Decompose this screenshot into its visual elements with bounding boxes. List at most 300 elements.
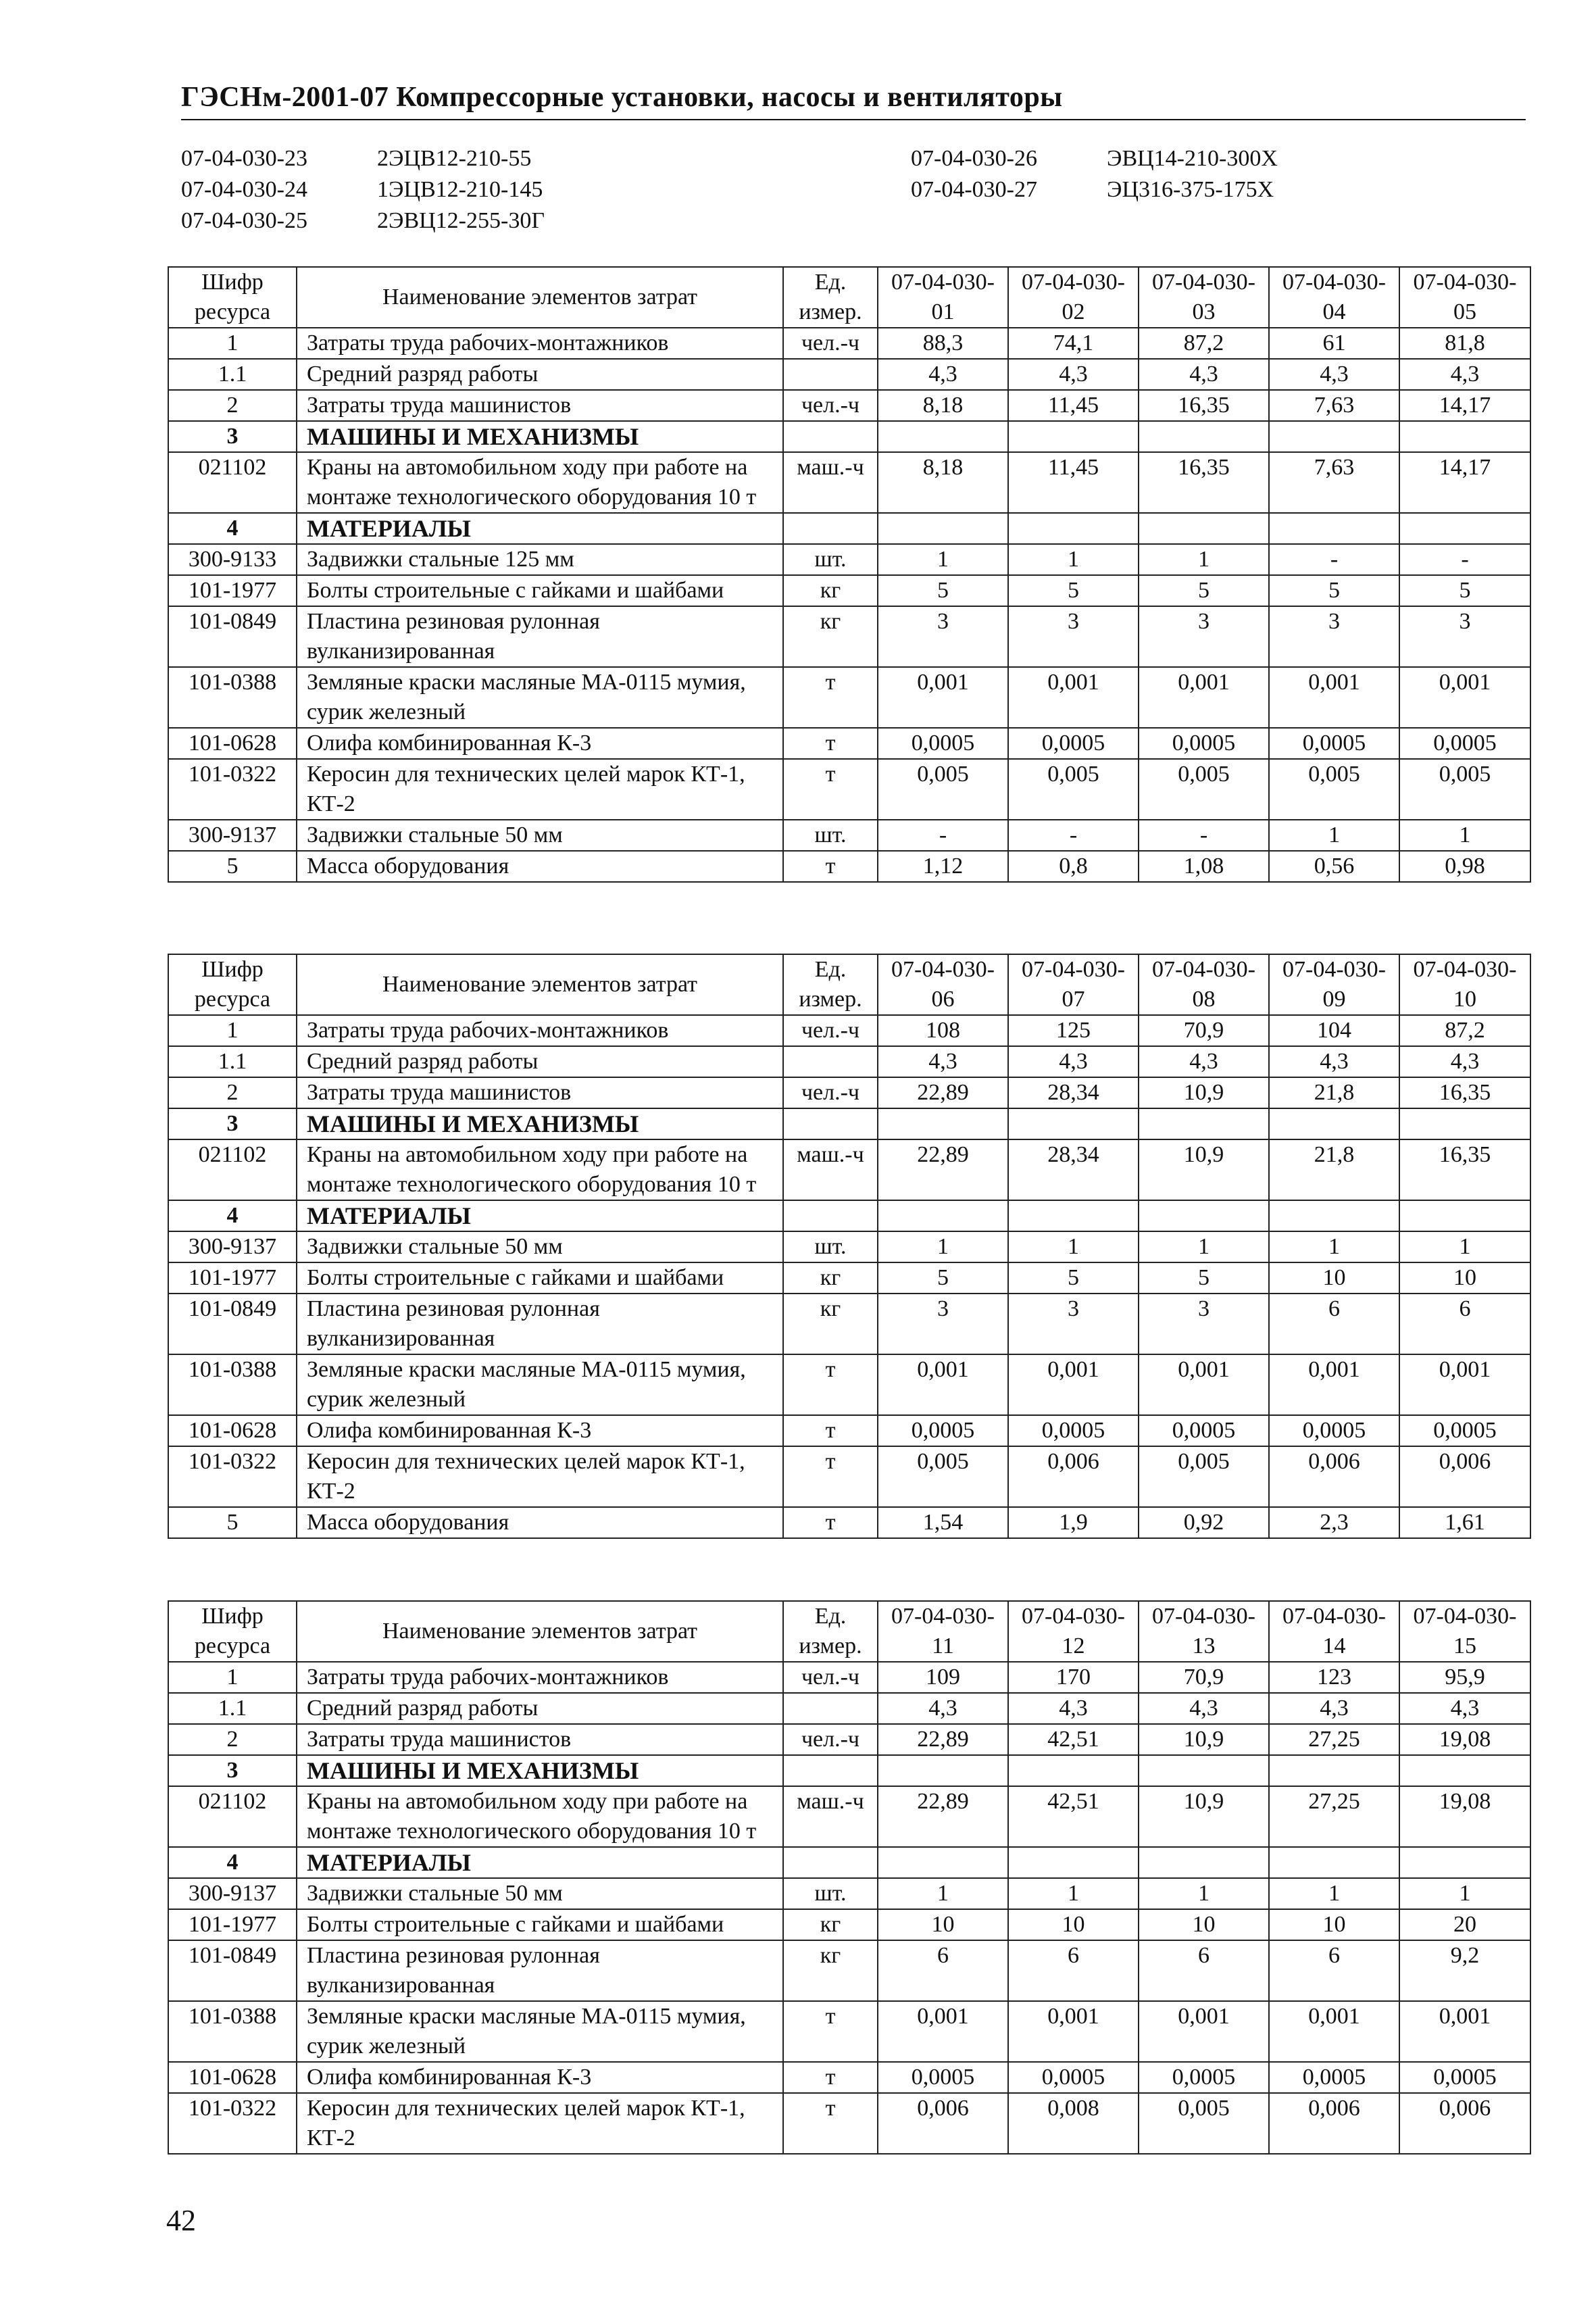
- norm-value: 14,17: [1399, 390, 1530, 421]
- unit: [783, 1755, 878, 1786]
- norm-value: 0,001: [1269, 1354, 1399, 1415]
- resource-code: 1.1: [168, 1693, 297, 1724]
- table-row: [168, 1294, 1530, 1354]
- norm-value: 0,001: [1399, 2001, 1530, 2062]
- resource-code: 101-0322: [168, 759, 297, 820]
- cost-element-name: Масса оборудования: [297, 851, 783, 882]
- norm-value: 4,3: [1008, 359, 1139, 390]
- header-norm-code: 07-04-030-04: [1269, 267, 1399, 328]
- norm-value: 1,54: [878, 1507, 1008, 1538]
- norm-value: [1269, 421, 1399, 452]
- table-row: [168, 1878, 1530, 1909]
- norm-value: 3: [1139, 1294, 1269, 1354]
- resource-code: 3: [168, 421, 297, 452]
- unit: [783, 1847, 878, 1878]
- cost-element-name: Затраты труда рабочих-монтажников: [297, 328, 783, 359]
- unit: [783, 1200, 878, 1231]
- unit: чел.-ч: [783, 328, 878, 359]
- norm-value: [1399, 1755, 1530, 1786]
- norm-value: 10,9: [1139, 1077, 1269, 1108]
- resource-code: 101-0849: [168, 606, 297, 667]
- norm-value: 125: [1008, 1015, 1139, 1046]
- variant-code: [911, 205, 1107, 237]
- norm-value: 6: [1269, 1940, 1399, 2001]
- resource-code: 021102: [168, 1139, 297, 1200]
- norm-value: [1399, 1108, 1530, 1139]
- norm-value: -: [878, 820, 1008, 851]
- table-row: [168, 1139, 1530, 1200]
- norm-value: [1139, 1847, 1269, 1878]
- resource-code: 4: [168, 1200, 297, 1231]
- section-row: [168, 513, 1530, 544]
- norm-value: [1399, 421, 1530, 452]
- unit: т: [783, 667, 878, 728]
- norm-value: 95,9: [1399, 1662, 1530, 1693]
- header-norm-code: 07-04-030-14: [1269, 1601, 1399, 1662]
- cost-element-name: Земляные краски масляные МА-0115 мумия, сурик железный: [297, 1354, 783, 1415]
- table-row: [168, 759, 1530, 820]
- unit: [783, 421, 878, 452]
- table-row: [168, 390, 1530, 421]
- resource-code: 5: [168, 851, 297, 882]
- table-row: [168, 667, 1530, 728]
- header-norm-code: 07-04-030-10: [1399, 954, 1530, 1015]
- norm-value: [878, 1847, 1008, 1878]
- norm-value: 1: [1399, 820, 1530, 851]
- resource-code: 1.1: [168, 1046, 297, 1077]
- table-header-row: [168, 267, 1530, 328]
- norm-value: 5: [1008, 575, 1139, 606]
- norm-value: 0,001: [1269, 667, 1399, 728]
- norm-value: 10,9: [1139, 1786, 1269, 1847]
- norm-value: [1139, 1108, 1269, 1139]
- header-norm-code: 07-04-030-07: [1008, 954, 1139, 1015]
- norm-value: 22,89: [878, 1139, 1008, 1200]
- norm-value: 10: [878, 1909, 1008, 1940]
- norm-value: 14,17: [1399, 452, 1530, 513]
- cost-element-name: Краны на автомобильном ходу при работе на монтаже технологического оборудования 10 т: [297, 452, 783, 513]
- unit: т: [783, 1446, 878, 1507]
- table-header-row: [168, 954, 1530, 1015]
- norm-value: [1269, 1108, 1399, 1139]
- cost-element-name: Затраты труда рабочих-монтажников: [297, 1662, 783, 1693]
- resource-code: 1.1: [168, 359, 297, 390]
- norm-value: 87,2: [1139, 328, 1269, 359]
- header-cost-element-name: Наименование элементов затрат: [297, 1601, 783, 1662]
- table-row: [168, 575, 1530, 606]
- norm-value: 0,001: [1008, 1354, 1139, 1415]
- norm-value: -: [1399, 544, 1530, 575]
- norm-value: 3: [878, 606, 1008, 667]
- norm-value: [1008, 1755, 1139, 1786]
- norm-value: 0,001: [1399, 667, 1530, 728]
- resource-code: 5: [168, 1507, 297, 1538]
- resource-code: 021102: [168, 1786, 297, 1847]
- norm-value: 8,18: [878, 390, 1008, 421]
- cost-element-name: Олифа комбинированная К-3: [297, 728, 783, 759]
- header-resource-code: Шифр ресурса: [168, 267, 297, 328]
- unit: [783, 1046, 878, 1077]
- table-row: [168, 452, 1530, 513]
- norm-value: 10: [1269, 1909, 1399, 1940]
- variant-code: 07-04-030-23: [181, 146, 307, 171]
- resource-code: 101-1977: [168, 575, 297, 606]
- header-cost-element-name: Наименование элементов затрат: [297, 267, 783, 328]
- unit: т: [783, 1507, 878, 1538]
- variant-model: 2ЭЦВ12-210-55: [377, 146, 532, 171]
- unit: т: [783, 759, 878, 820]
- norm-value: 6: [878, 1940, 1008, 2001]
- table-row: [168, 1940, 1530, 2001]
- norm-value: -: [1139, 820, 1269, 851]
- norm-value: 6: [1269, 1294, 1399, 1354]
- section-row: [168, 421, 1530, 452]
- norm-value: 0,001: [1139, 2001, 1269, 2062]
- norm-value: 1: [1399, 1231, 1530, 1262]
- norm-value: 28,34: [1008, 1077, 1139, 1108]
- resource-code: 4: [168, 513, 297, 544]
- norm-value: 10,9: [1139, 1724, 1269, 1755]
- norm-value: 4,3: [1008, 1046, 1139, 1077]
- cost-element-name: МАТЕРИАЛЫ: [297, 513, 783, 544]
- header-resource-code: Шифр ресурса: [168, 954, 297, 1015]
- cost-element-name: МАШИНЫ И МЕХАНИЗМЫ: [297, 1755, 783, 1786]
- unit: кг: [783, 1262, 878, 1294]
- resource-code: 101-0628: [168, 728, 297, 759]
- cost-element-name: Земляные краски масляные МА-0115 мумия, сурик железный: [297, 667, 783, 728]
- resource-code: 3: [168, 1755, 297, 1786]
- norm-value: 21,8: [1269, 1077, 1399, 1108]
- norm-value: 4,3: [1399, 1693, 1530, 1724]
- norm-value: [1139, 421, 1269, 452]
- norm-value: [1139, 513, 1269, 544]
- cost-element-name: Олифа комбинированная К-3: [297, 1415, 783, 1446]
- norm-value: 4,3: [1139, 359, 1269, 390]
- cost-element-name: Керосин для технических целей марок КТ-1, КТ-2: [297, 2093, 783, 2154]
- variant-code: 07-04-030-25: [181, 208, 307, 233]
- resource-code: 021102: [168, 452, 297, 513]
- norm-value: 3: [1269, 606, 1399, 667]
- norm-value: [878, 1200, 1008, 1231]
- norm-value: 42,51: [1008, 1724, 1139, 1755]
- variant-model: 2ЭВЦ12-255-30Г: [377, 208, 545, 233]
- norm-value: 16,35: [1139, 390, 1269, 421]
- norm-value: 10: [1139, 1909, 1269, 1940]
- cost-element-name: Масса оборудования: [297, 1507, 783, 1538]
- norm-value: 3: [1399, 606, 1530, 667]
- norm-value: 4,3: [1269, 359, 1399, 390]
- table-row: [168, 1262, 1530, 1294]
- norm-value: 104: [1269, 1015, 1399, 1046]
- unit: [783, 1108, 878, 1139]
- norm-value: [878, 1755, 1008, 1786]
- unit: маш.-ч: [783, 1139, 878, 1200]
- norm-value: 0,006: [878, 2093, 1008, 2154]
- table-row: [168, 1693, 1530, 1724]
- table-row: [168, 1662, 1530, 1693]
- norm-value: -: [1008, 820, 1139, 851]
- variant-model: ЭЦ316-375-175Х: [1107, 177, 1274, 202]
- norm-value: 1: [1139, 1878, 1269, 1909]
- norm-value: 74,1: [1008, 328, 1139, 359]
- norm-value: 4,3: [1399, 359, 1530, 390]
- cost-element-name: Пластина резиновая рулонная вулканизированная: [297, 1294, 783, 1354]
- page-title: ГЭСНм-2001-07 Компрессорные установки, насосы и вентиляторы: [181, 81, 1526, 120]
- norm-value: 0,0005: [1399, 1415, 1530, 1446]
- norm-value: [1399, 1847, 1530, 1878]
- header-resource-code: Шифр ресурса: [168, 1601, 297, 1662]
- unit: маш.-ч: [783, 1786, 878, 1847]
- norm-value: 0,001: [1399, 1354, 1530, 1415]
- norm-value: 5: [878, 1262, 1008, 1294]
- norm-value: [1008, 1200, 1139, 1231]
- cost-element-name: Задвижки стальные 50 мм: [297, 820, 783, 851]
- norm-value: 0,001: [878, 2001, 1008, 2062]
- unit: шт.: [783, 1878, 878, 1909]
- variant-code-list: [181, 143, 1397, 237]
- unit: чел.-ч: [783, 1077, 878, 1108]
- norm-value: 0,001: [1269, 2001, 1399, 2062]
- norm-value: 1,08: [1139, 851, 1269, 882]
- section-row: [168, 1200, 1530, 1231]
- resource-code: 101-0388: [168, 2001, 297, 2062]
- norm-value: 0,0005: [1399, 2062, 1530, 2093]
- unit: т: [783, 2062, 878, 2093]
- header-norm-code: 07-04-030-09: [1269, 954, 1399, 1015]
- norm-value: 1: [1008, 1231, 1139, 1262]
- norm-value: 0,006: [1008, 1446, 1139, 1507]
- norm-value: 0,001: [878, 1354, 1008, 1415]
- unit: т: [783, 728, 878, 759]
- norm-value: 4,3: [1399, 1046, 1530, 1077]
- norm-value: 0,001: [1139, 667, 1269, 728]
- norm-value: 5: [1399, 575, 1530, 606]
- cost-element-name: Краны на автомобильном ходу при работе на монтаже технологического оборудования 10 т: [297, 1139, 783, 1200]
- norm-value: 5: [1008, 1262, 1139, 1294]
- norm-value: 0,006: [1399, 1446, 1530, 1507]
- norm-value: [878, 1108, 1008, 1139]
- unit: кг: [783, 1294, 878, 1354]
- unit: т: [783, 1415, 878, 1446]
- norm-value: 4,3: [1008, 1693, 1139, 1724]
- table-row: [168, 728, 1530, 759]
- norm-value: 0,001: [1008, 2001, 1139, 2062]
- norm-value: 27,25: [1269, 1786, 1399, 1847]
- norm-value: 6: [1139, 1940, 1269, 2001]
- norm-value: 0,0005: [1008, 2062, 1139, 2093]
- norm-value: 0,005: [1139, 2093, 1269, 2154]
- table-row: [168, 2001, 1530, 2062]
- norm-value: [1269, 1755, 1399, 1786]
- norm-value: 4,3: [1139, 1046, 1269, 1077]
- cost-element-name: МАТЕРИАЛЫ: [297, 1847, 783, 1878]
- cost-element-name: Пластина резиновая рулонная вулканизированная: [297, 1940, 783, 2001]
- resource-code: 101-0388: [168, 667, 297, 728]
- norm-value: 1: [1269, 1878, 1399, 1909]
- resource-code: 101-0849: [168, 1940, 297, 2001]
- norm-value: 0,005: [1139, 759, 1269, 820]
- variant-model: 1ЭЦВ12-210-145: [377, 177, 543, 202]
- unit: [783, 513, 878, 544]
- norm-value: 5: [878, 575, 1008, 606]
- norm-value: [1269, 1847, 1399, 1878]
- norm-value: 0,0005: [1139, 1415, 1269, 1446]
- norm-value: 0,0005: [1269, 728, 1399, 759]
- header-norm-code: 07-04-030-08: [1139, 954, 1269, 1015]
- norm-value: 1: [1008, 1878, 1139, 1909]
- resource-code: 1: [168, 1015, 297, 1046]
- header-norm-code: 07-04-030-13: [1139, 1601, 1269, 1662]
- norm-value: 11,45: [1008, 390, 1139, 421]
- norm-value: 20: [1399, 1909, 1530, 1940]
- resource-code: 101-1977: [168, 1262, 297, 1294]
- cost-element-name: Средний разряд работы: [297, 359, 783, 390]
- unit: [783, 1693, 878, 1724]
- norm-value: 0,0005: [878, 2062, 1008, 2093]
- norm-value: 88,3: [878, 328, 1008, 359]
- norm-value: 2,3: [1269, 1507, 1399, 1538]
- header-norm-code: 07-04-030-12: [1008, 1601, 1139, 1662]
- norm-value: 0,0005: [878, 728, 1008, 759]
- norm-value: 19,08: [1399, 1724, 1530, 1755]
- norm-value: 0,005: [878, 759, 1008, 820]
- header-cost-element-name: Наименование элементов затрат: [297, 954, 783, 1015]
- norm-value: 4,3: [1139, 1693, 1269, 1724]
- norm-value: [1139, 1755, 1269, 1786]
- norm-value: 1: [1139, 1231, 1269, 1262]
- header-norm-code: 07-04-030-06: [878, 954, 1008, 1015]
- norm-value: [1269, 1200, 1399, 1231]
- norms-table-1: [168, 266, 1531, 883]
- norm-value: 0,001: [1139, 1354, 1269, 1415]
- cost-element-name: Болты строительные с гайками и шайбами: [297, 575, 783, 606]
- resource-code: 4: [168, 1847, 297, 1878]
- unit: т: [783, 1354, 878, 1415]
- norm-value: [1139, 1200, 1269, 1231]
- table-row: [168, 1909, 1530, 1940]
- norm-value: -: [1269, 544, 1399, 575]
- norm-value: 0,005: [1139, 1446, 1269, 1507]
- unit: шт.: [783, 544, 878, 575]
- variant-code-row: [181, 174, 1397, 205]
- norm-value: 6: [1008, 1940, 1139, 2001]
- variant-model: [1107, 205, 1377, 237]
- norm-value: 3: [1008, 1294, 1139, 1354]
- norm-value: 16,35: [1139, 452, 1269, 513]
- resource-code: 1: [168, 328, 297, 359]
- cost-element-name: Средний разряд работы: [297, 1693, 783, 1724]
- norm-value: [1008, 1847, 1139, 1878]
- table-row: [168, 1354, 1530, 1415]
- resource-code: 101-0322: [168, 1446, 297, 1507]
- table-row: [168, 1446, 1530, 1507]
- norm-value: 1,12: [878, 851, 1008, 882]
- cost-element-name: Задвижки стальные 50 мм: [297, 1878, 783, 1909]
- cost-element-name: Задвижки стальные 50 мм: [297, 1231, 783, 1262]
- norm-value: 1: [1399, 1878, 1530, 1909]
- resource-code: 101-1977: [168, 1909, 297, 1940]
- norm-value: 0,8: [1008, 851, 1139, 882]
- cost-element-name: Задвижки стальные 125 мм: [297, 544, 783, 575]
- norm-value: 27,25: [1269, 1724, 1399, 1755]
- cost-element-name: Средний разряд работы: [297, 1046, 783, 1077]
- unit: т: [783, 851, 878, 882]
- resource-code: 2: [168, 390, 297, 421]
- header-unit: Ед. измер.: [783, 954, 878, 1015]
- norm-value: 3: [878, 1294, 1008, 1354]
- norm-value: 5: [1139, 1262, 1269, 1294]
- norm-value: 61: [1269, 328, 1399, 359]
- norm-value: [878, 513, 1008, 544]
- norm-value: [1269, 513, 1399, 544]
- norm-value: 0,92: [1139, 1507, 1269, 1538]
- norm-value: 1: [1269, 1231, 1399, 1262]
- variant-code: 07-04-030-26: [911, 146, 1037, 171]
- norm-value: 22,89: [878, 1724, 1008, 1755]
- cost-element-name: МАШИНЫ И МЕХАНИЗМЫ: [297, 421, 783, 452]
- norm-value: 0,0005: [1269, 1415, 1399, 1446]
- cost-element-name: Затраты труда рабочих-монтажников: [297, 1015, 783, 1046]
- resource-code: 101-0628: [168, 2062, 297, 2093]
- norm-value: 0,005: [1269, 759, 1399, 820]
- norm-value: 87,2: [1399, 1015, 1530, 1046]
- page-number: 42: [166, 2204, 196, 2237]
- table-row: [168, 851, 1530, 882]
- norm-value: 28,34: [1008, 1139, 1139, 1200]
- resource-code: 2: [168, 1724, 297, 1755]
- norm-value: 42,51: [1008, 1786, 1139, 1847]
- unit: [783, 359, 878, 390]
- norm-value: 10,9: [1139, 1139, 1269, 1200]
- resource-code: 101-0628: [168, 1415, 297, 1446]
- norm-value: 1: [1139, 544, 1269, 575]
- header-norm-code: 07-04-030-02: [1008, 267, 1139, 328]
- norm-value: 0,0005: [878, 1415, 1008, 1446]
- cost-element-name: Пластина резиновая рулонная вулканизированная: [297, 606, 783, 667]
- norm-value: 1: [878, 1231, 1008, 1262]
- unit: чел.-ч: [783, 1015, 878, 1046]
- norm-value: 22,89: [878, 1077, 1008, 1108]
- unit: т: [783, 2093, 878, 2154]
- norm-value: 0,001: [878, 667, 1008, 728]
- norm-value: 123: [1269, 1662, 1399, 1693]
- cost-element-name: Болты строительные с гайками и шайбами: [297, 1909, 783, 1940]
- norm-value: 6: [1399, 1294, 1530, 1354]
- norm-value: 70,9: [1139, 1015, 1269, 1046]
- table-row: [168, 2093, 1530, 2154]
- norm-value: 7,63: [1269, 452, 1399, 513]
- norm-value: [1008, 421, 1139, 452]
- table-header-row: [168, 1601, 1530, 1662]
- norm-value: 0,005: [1008, 759, 1139, 820]
- section-row: [168, 1847, 1530, 1878]
- norm-value: 10: [1008, 1909, 1139, 1940]
- norm-value: 1: [1008, 544, 1139, 575]
- unit: кг: [783, 1909, 878, 1940]
- norm-value: [1008, 1108, 1139, 1139]
- norm-value: 0,0005: [1139, 728, 1269, 759]
- norm-value: 4,3: [878, 1046, 1008, 1077]
- header-norm-code: 07-04-030-01: [878, 267, 1008, 328]
- variant-model: ЭВЦ14-210-300Х: [1107, 146, 1278, 171]
- unit: кг: [783, 606, 878, 667]
- norm-value: 70,9: [1139, 1662, 1269, 1693]
- norm-value: 5: [1269, 575, 1399, 606]
- resource-code: 300-9137: [168, 1231, 297, 1262]
- table-row: [168, 1015, 1530, 1046]
- norm-value: [878, 421, 1008, 452]
- table-row: [168, 1786, 1530, 1847]
